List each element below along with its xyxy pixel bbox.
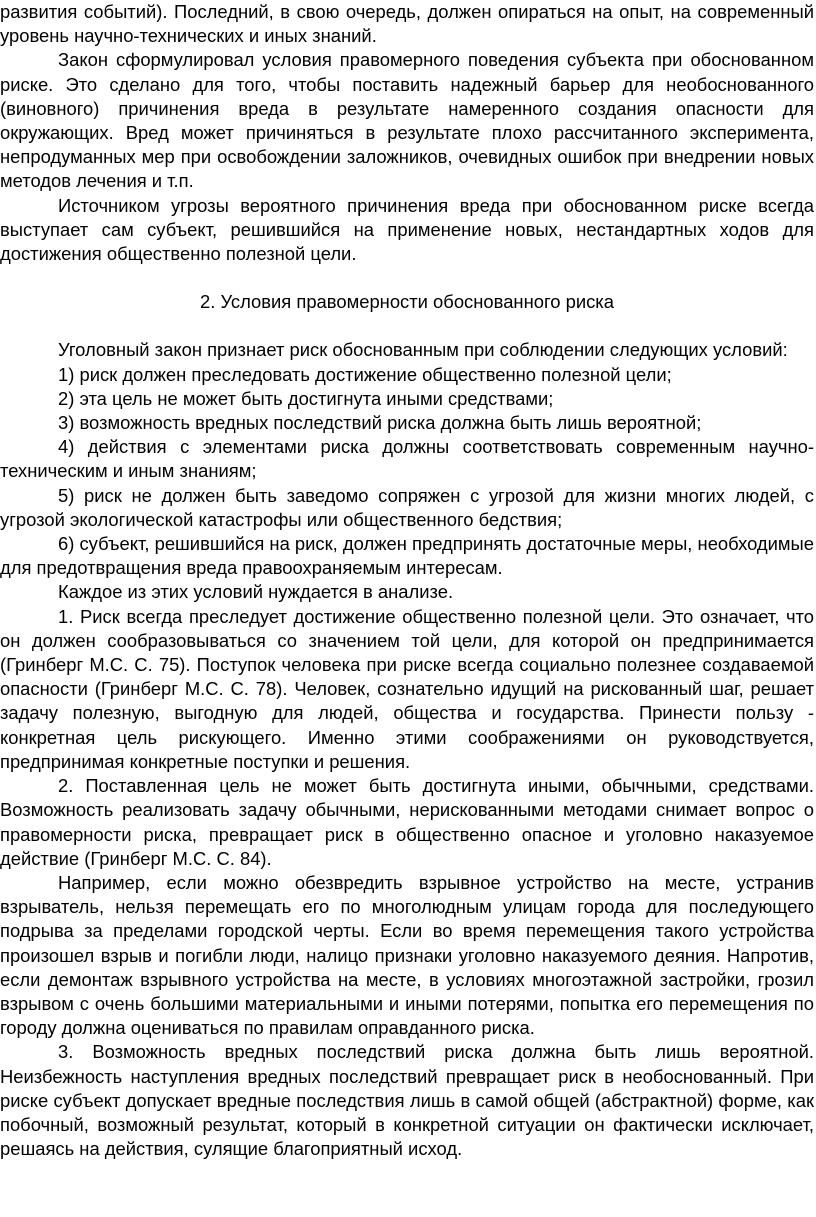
list-item-condition-5: 5) риск не должен быть заведомо сопряжен с угрозой для жизни многих людей, с угрозой экологической катастрофы или общественного бедствия;	[0, 484, 814, 530]
paragraph-analysis-3: 3. Возможность вредных последствий риска должна быть лишь вероятной. Неизбежность наступления вредных последствий превращает риск в необоснованный. При риске субъект допускает вредные последствия лишь в самой общей (абстрактной) форме, как побочный, возможный результат, который в конкретной ситуации он фактически исключает, решаясь на действия, сулящие благоприятный исход.	[0, 1041, 814, 1160]
list-item-condition-3: 3) возможность вредных последствий риска должна быть лишь вероятной;	[58, 412, 702, 434]
list-item-condition-6: 6) субъект, решившийся на риск, должен предпринять достаточные меры, необходимые для предотвращения вреда правоохраняемым интересам.	[0, 533, 814, 579]
paragraph-example: Например, если можно обезвредить взрывное устройство на месте, устранив взрыватель, нельзя перемещать его по многолюдным улицам города для последующего подрыва за пределами городской черты. Если во время перемещения такого устройства произошел взрыв и погибли люди, налицо признаки уголовно наказуемого деяния. Напротив, если демонтаж взрывного устройства на месте, в условиях многоэтажной застройки, грозил взрывом с очень большими материальными и иными потерями, попытка его перемещения по городу должна оцениваться по правилам оправданного риска.	[0, 871, 814, 1039]
paragraph-conditions-intro: Уголовный закон признает риск обоснованным при соблюдении следующих условий:	[58, 339, 788, 361]
section-heading: 2. Условия правомерности обоснованного риска	[200, 291, 614, 313]
paragraph-law-conditions: Закон сформулировал условия правомерного поведения субъекта при обоснованном риске. Это сделано для того, чтобы поставить надежный барьер для необоснованного (виновного) причинения вреда в результате намеренного создания опасности для окружающих. Вред может причиняться в результате плохо рассчитанного эксперимента, непродуманных мер при освобождении заложников, очевидных ошибок при внедрении новых методов лечения и т.п.	[0, 49, 814, 192]
paragraph-analysis-intro: Каждое из этих условий нуждается в анализе.	[58, 581, 454, 603]
list-item-condition-2: 2) эта цель не может быть достигнута иными средствами;	[58, 387, 554, 409]
paragraph-analysis-2: 2. Поставленная цель не может быть достигнута иными, обычными, средствами. Возможность реализовать задачу обычными, нерискованными методами снимает вопрос о правомерности риска, превращает риск в общественно опасное и уголовно наказуемое действие (Гринберг М.С. С. 84).	[0, 775, 814, 869]
paragraph-analysis-1: 1. Риск всегда преследует достижение общественно полезной цели. Это означает, что он должен сообразовываться со значением той цели, для которой он предпринимается (Гринберг М.С. С. 75). Поступок человека при риске всегда социально полезнее создаваемой опасности (Гринберг М.С. С. 78). Человек, сознательно идущий на рискованный шаг, решает задачу полезную, выгодную для людей, общества и государства. Принести пользу - конкретная цель рискующего. Именно этими соображениями он руководствуется, предпринимая конкретные поступки и решения.	[0, 605, 814, 772]
list-item-condition-4: 4) действия с элементами риска должны соответствовать современным научно-техническим и иным знаниям;	[0, 436, 814, 482]
paragraph-threat-source: Источником угрозы вероятного причинения вреда при обоснованном риске всегда выступает сам субъект, решившийся на применение новых, нестандартных ходов для достижения общественно полезной цели.	[0, 194, 814, 265]
paragraph-continuation: развития событий). Последний, в свою очередь, должен опираться на опыт, на современный уровень научно-технических и иных знаний.	[0, 1, 814, 47]
list-item-condition-1: 1) риск должен преследовать достижение общественно полезной цели;	[58, 363, 672, 385]
